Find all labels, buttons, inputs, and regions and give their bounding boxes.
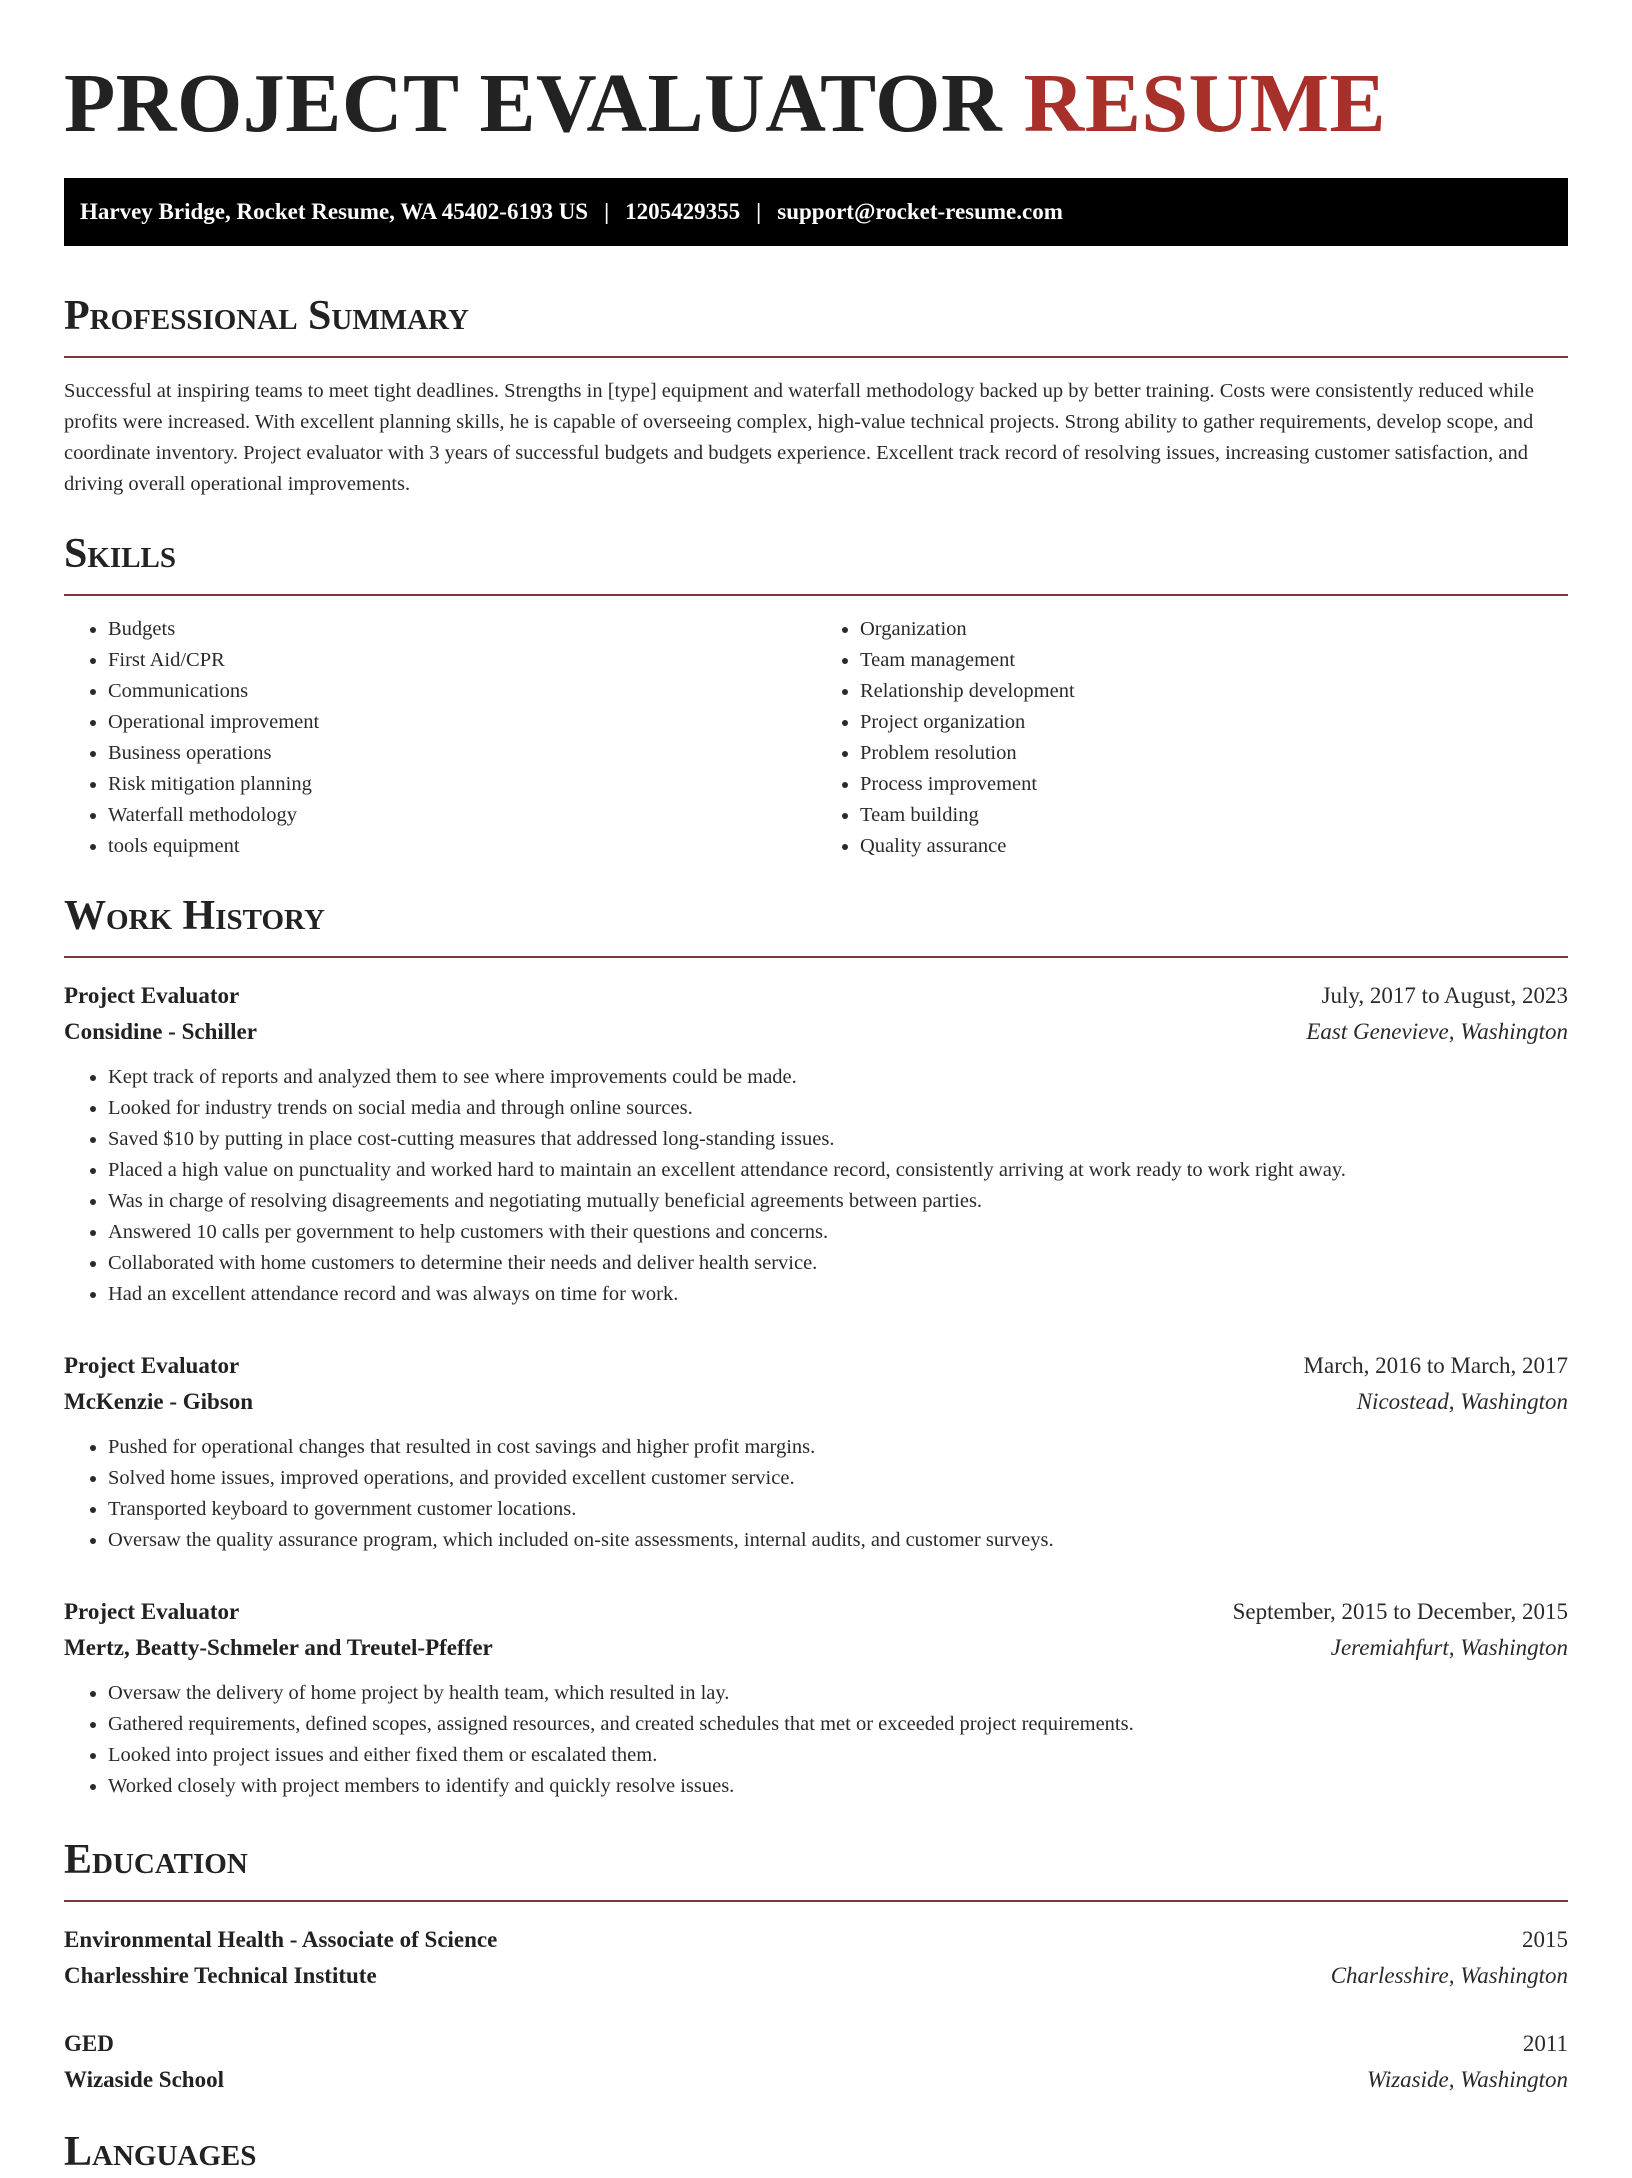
skill-item: • Business operations: [108, 738, 816, 769]
title-main: PROJECT EVALUATOR: [64, 57, 1003, 150]
job-company: Considine - Schiller: [64, 1019, 257, 1044]
skill-item: • Quality assurance: [860, 831, 1568, 862]
job-dates: September, 2015 to December, 2015: [1232, 1599, 1568, 1624]
skills-right-list: [816, 614, 1568, 862]
contact-email[interactable]: support@rocket-resume.com: [777, 199, 1063, 224]
languages-heading: Languages: [64, 2129, 257, 2175]
title-accent: RESUME: [1023, 57, 1387, 150]
education-school: Wizaside School: [64, 2067, 224, 2092]
skill-item: • tools equipment: [108, 831, 816, 862]
skill-item: • Team building: [860, 800, 1568, 831]
skills-section: [64, 528, 1568, 862]
work-history-heading: Work History: [64, 893, 325, 939]
job-bullet: • Worked closely with project members to identify and quickly resolve issues.: [108, 1771, 1568, 1802]
skill-item: • Operational improvement: [108, 707, 816, 738]
job-bullet: • Transported keyboard to government customer locations.: [108, 1494, 1568, 1525]
section-divider: [64, 594, 1568, 596]
job-bullets: [64, 1678, 1568, 1802]
skill-item: • Team management: [860, 645, 1568, 676]
education-heading: Education: [64, 1837, 248, 1883]
job-bullet: • Collaborated with home customers to determine their needs and deliver health service.: [108, 1248, 1568, 1279]
job-location: East Genevieve, Washington: [1306, 1019, 1568, 1044]
education-school: Charlesshire Technical Institute: [64, 1963, 377, 1988]
resume-title: [64, 0, 1568, 154]
job-location: Nicostead, Washington: [1356, 1389, 1568, 1414]
skills-left-list: [64, 614, 816, 862]
job-entry: [64, 978, 1568, 1310]
section-divider: [64, 356, 1568, 358]
skill-item: • Budgets: [108, 614, 816, 645]
job-bullet: • Looked for industry trends on social media and through online sources.: [108, 1093, 1568, 1124]
education-year: 2015: [1522, 1927, 1568, 1952]
job-bullets: [64, 1432, 1568, 1556]
work-history-section: [64, 890, 1568, 1802]
job-bullet: • Gathered requirements, defined scopes, assigned resources, and created schedules that met or exceeded project requirements.: [108, 1709, 1568, 1740]
contact-separator: |: [604, 199, 610, 224]
contact-separator: |: [756, 199, 762, 224]
education-entry: [64, 1922, 1568, 1994]
job-bullet: • Pushed for operational changes that resulted in cost savings and higher profit margins.: [108, 1432, 1568, 1463]
section-divider: [64, 956, 1568, 958]
education-entry: [64, 2026, 1568, 2098]
job-title: Project Evaluator: [64, 983, 240, 1008]
job-entry: [64, 1348, 1568, 1556]
job-dates: July, 2017 to August, 2023: [1321, 983, 1568, 1008]
skill-item: • Problem resolution: [860, 738, 1568, 769]
job-title: Project Evaluator: [64, 1353, 240, 1378]
job-bullet: • Solved home issues, improved operations, and provided excellent customer service.: [108, 1463, 1568, 1494]
job-entry: [64, 1594, 1568, 1802]
education-degree: Environmental Health - Associate of Science: [64, 1927, 498, 1952]
contact-address: Harvey Bridge, Rocket Resume, WA 45402-6193 US: [80, 199, 589, 224]
skill-item: • First Aid/CPR: [108, 645, 816, 676]
languages-section: [64, 2126, 1568, 2178]
job-bullet: • Saved $10 by putting in place cost-cutting measures that addressed long-standing issues.: [108, 1124, 1568, 1155]
skill-item: • Waterfall methodology: [108, 800, 816, 831]
job-bullet: • Placed a high value on punctuality and worked hard to maintain an excellent attendance record, consistently arriving at work ready to work right away.: [108, 1155, 1568, 1186]
job-bullets: [64, 1062, 1568, 1310]
job-company: McKenzie - Gibson: [64, 1389, 254, 1414]
education-degree: GED: [64, 2031, 114, 2056]
job-bullet: • Was in charge of resolving disagreements and negotiating mutually beneficial agreements between parties.: [108, 1186, 1568, 1217]
skills-columns: [64, 614, 1568, 862]
education-location: Wizaside, Washington: [1366, 2067, 1568, 2092]
skill-item: • Process improvement: [860, 769, 1568, 800]
job-bullet: • Looked into project issues and either fixed them or escalated them.: [108, 1740, 1568, 1771]
contact-phone: 1205429355: [625, 199, 741, 224]
job-bullet: • Answered 10 calls per government to help customers with their questions and concerns.: [108, 1217, 1568, 1248]
education-year: 2011: [1522, 2031, 1568, 2056]
skill-item: • Project organization: [860, 707, 1568, 738]
summary-text: Successful at inspiring teams to meet tight deadlines. Strengths in [type] equipment and waterfall methodology backed up by better training. Costs were consistently reduced while profits were increased. With excellent planning skills, he is capable of overseeing complex, high-value technical projects. Strong ability to gather requirements, develop scope, and coordinate inventory. Project evaluator with 3 years of successful budgets and budgets experience. Excellent track record of resolving issues, increasing customer satisfaction, and driving overall operational improvements.: [64, 380, 1534, 495]
job-company: Mertz, Beatty-Schmeler and Treutel-Pfeffer: [64, 1635, 493, 1660]
skill-item: • Organization: [860, 614, 1568, 645]
skill-item: • Risk mitigation planning: [108, 769, 816, 800]
education-location: Charlesshire, Washington: [1330, 1963, 1568, 1988]
skills-heading: Skills: [64, 531, 177, 577]
job-dates: March, 2016 to March, 2017: [1303, 1353, 1568, 1378]
summary-section: [64, 290, 1568, 500]
job-bullet: • Oversaw the quality assurance program, which included on-site assessments, internal audits, and customer surveys.: [108, 1525, 1568, 1556]
section-divider: [64, 1900, 1568, 1902]
education-section: [64, 1834, 1568, 2098]
contact-bar: [64, 178, 1568, 246]
job-bullet: • Oversaw the delivery of home project by health team, which resulted in lay.: [108, 1678, 1568, 1709]
job-bullet: • Kept track of reports and analyzed them to see where improvements could be made.: [108, 1062, 1568, 1093]
job-bullet: • Had an excellent attendance record and was always on time for work.: [108, 1279, 1568, 1310]
skill-item: • Relationship development: [860, 676, 1568, 707]
job-title: Project Evaluator: [64, 1599, 240, 1624]
skill-item: • Communications: [108, 676, 816, 707]
job-location: Jeremiahfurt, Washington: [1330, 1635, 1568, 1660]
summary-heading: Professional Summary: [64, 293, 469, 339]
